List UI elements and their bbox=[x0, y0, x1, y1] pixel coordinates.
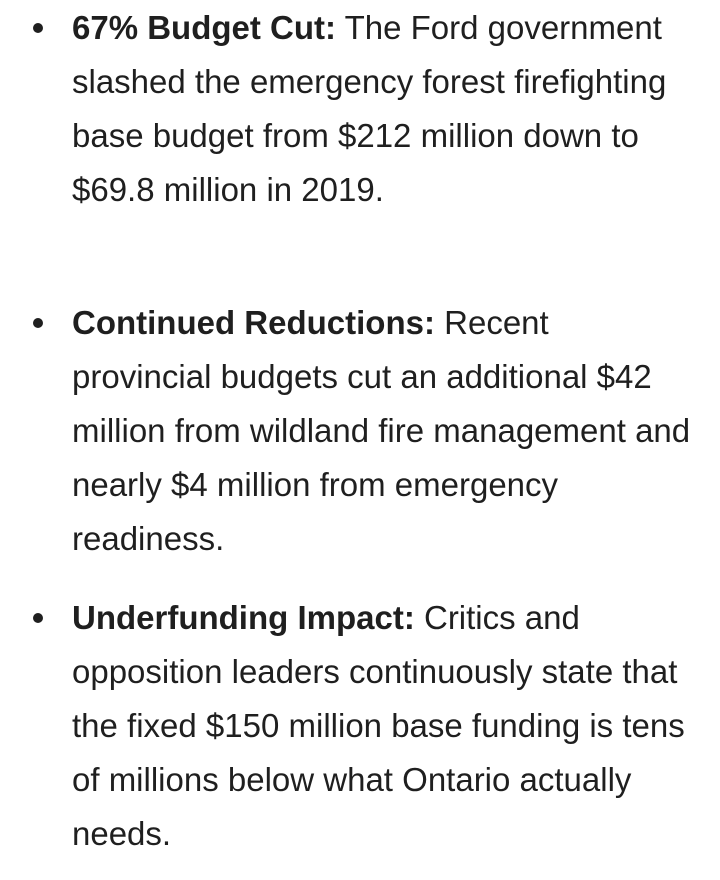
bullet-text: The Ford government slashed the emergency forest firefighting base budget from $212 million down to $69.8 million in 2019. bbox=[72, 9, 667, 208]
bullet-dot bbox=[33, 318, 43, 328]
bullet-title: Underfunding Impact: bbox=[72, 599, 415, 636]
bullet-dot bbox=[33, 23, 43, 33]
bullet-text: Recent provincial budgets cut an additional $42 million from wildland fire management and nearly $4 million from emergency readiness. bbox=[72, 304, 691, 557]
bullet-dot bbox=[33, 613, 43, 623]
bullet-text: Critics and opposition leaders continuously state that the fixed $150 million base funding is tens of millions below what Ontario actually needs. bbox=[72, 599, 685, 852]
bullet-title: 67% Budget Cut: bbox=[72, 9, 336, 46]
bullet-item-budget-cut bbox=[72, 1, 692, 217]
bullet-item-continued-reductions bbox=[72, 296, 692, 566]
bullet-item-underfunding-impact bbox=[72, 591, 692, 861]
bullet-title: Continued Reductions: bbox=[72, 304, 435, 341]
